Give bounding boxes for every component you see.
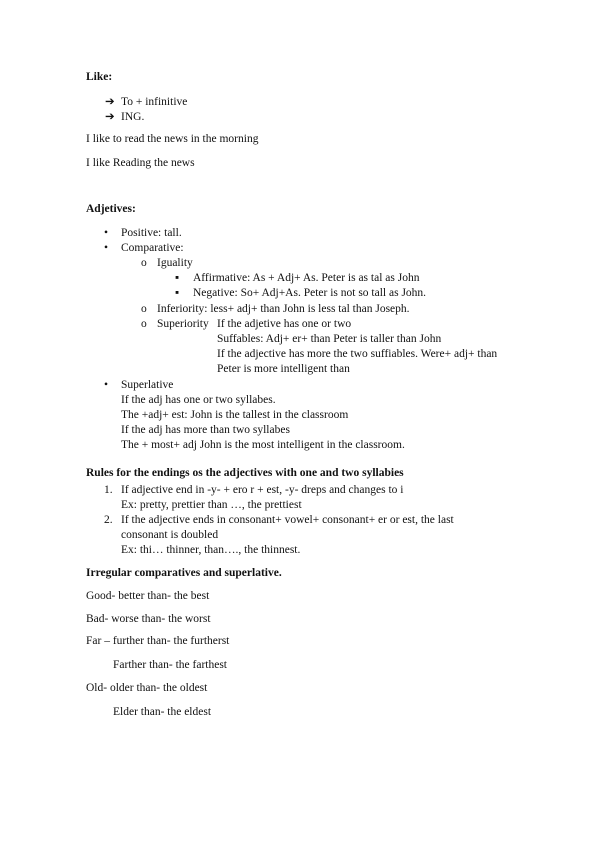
superlative-line: Superlative [121, 379, 174, 391]
rule-line: If the adjective ends in consonant+ vowel+ consonant+ er or est, the last [121, 514, 454, 526]
adjectives-heading: Adjetives: [86, 203, 136, 215]
bullet-icon: • [104, 242, 109, 254]
superiority-label: Superiority [157, 318, 209, 330]
list-number: 1. [104, 484, 113, 496]
bullet-icon: • [104, 379, 109, 391]
irregular-line: Old- older than- the oldest [86, 682, 208, 694]
irregular-line: Elder than- the eldest [113, 706, 212, 718]
circle-bullet-icon: o [141, 318, 147, 330]
circle-bullet-icon: o [141, 257, 147, 269]
superlative-detail: The + most+ adj John is the most intelligent in the classroom. [121, 439, 405, 451]
square-bullet-icon: ▪ [175, 272, 180, 284]
irregular-heading: Irregular comparatives and superlative. [86, 567, 282, 579]
superlative-detail: If the adj has more than two syllabes [121, 424, 290, 436]
comparative-line: Comparative: [121, 242, 184, 254]
rule-line: Ex: pretty, prettier than …, the prettiest [121, 499, 302, 511]
affirmative-line: Affirmative: As + Adj+ As. Peter is as tal as John [193, 272, 420, 284]
negative-line: Negative: So+ Adj+As. Peter is not so tall as John. [193, 287, 427, 299]
arrow-bullet-icon: ➔ [105, 96, 115, 108]
superlative-detail: The +adj+ est: John is the tallest in the classroom [121, 409, 349, 421]
irregular-line: Bad- worse than- the worst [86, 613, 211, 625]
like-heading: Like: [86, 71, 113, 83]
arrow-bullet-icon: ➔ [105, 111, 115, 123]
like-item-ing: ING. [121, 111, 145, 123]
rule-line: If adjective end in -y- + ero r + est, -y- dreps and changes to i [121, 484, 404, 496]
rules-heading: Rules for the endings os the adjectives with one and two syllabies [86, 467, 404, 479]
irregular-line: Farther than- the farthest [113, 659, 227, 671]
superiority-line: Suffables: Adj+ er+ than Peter is taller than John [217, 333, 442, 345]
superiority-line: If the adjective has more the two suffiables. Were+ adj+ than [217, 348, 498, 360]
superiority-line: Peter is more intelligent than [217, 363, 350, 375]
like-item-infinitive: To + infinitive [121, 96, 188, 108]
positive-line: Positive: tall. [121, 227, 182, 239]
like-example: I like Reading the news [86, 157, 195, 169]
like-example: I like to read the news in the morning [86, 133, 259, 145]
superiority-line: If the adjetive has one or two [217, 318, 352, 330]
irregular-line: Good- better than- the best [86, 590, 210, 602]
inferiority-line: Inferiority: less+ adj+ than John is less tal than Joseph. [157, 303, 410, 315]
iguality-line: Iguality [157, 257, 193, 269]
bullet-icon: • [104, 227, 109, 239]
square-bullet-icon: ▪ [175, 287, 180, 299]
list-number: 2. [104, 514, 113, 526]
circle-bullet-icon: o [141, 303, 147, 315]
superlative-detail: If the adj has one or two syllabes. [121, 394, 276, 406]
rule-line: Ex: thi… thinner, than…., the thinnest. [121, 544, 301, 556]
rule-line: consonant is doubled [121, 529, 219, 541]
irregular-line: Far – further than- the furtherst [86, 635, 230, 647]
